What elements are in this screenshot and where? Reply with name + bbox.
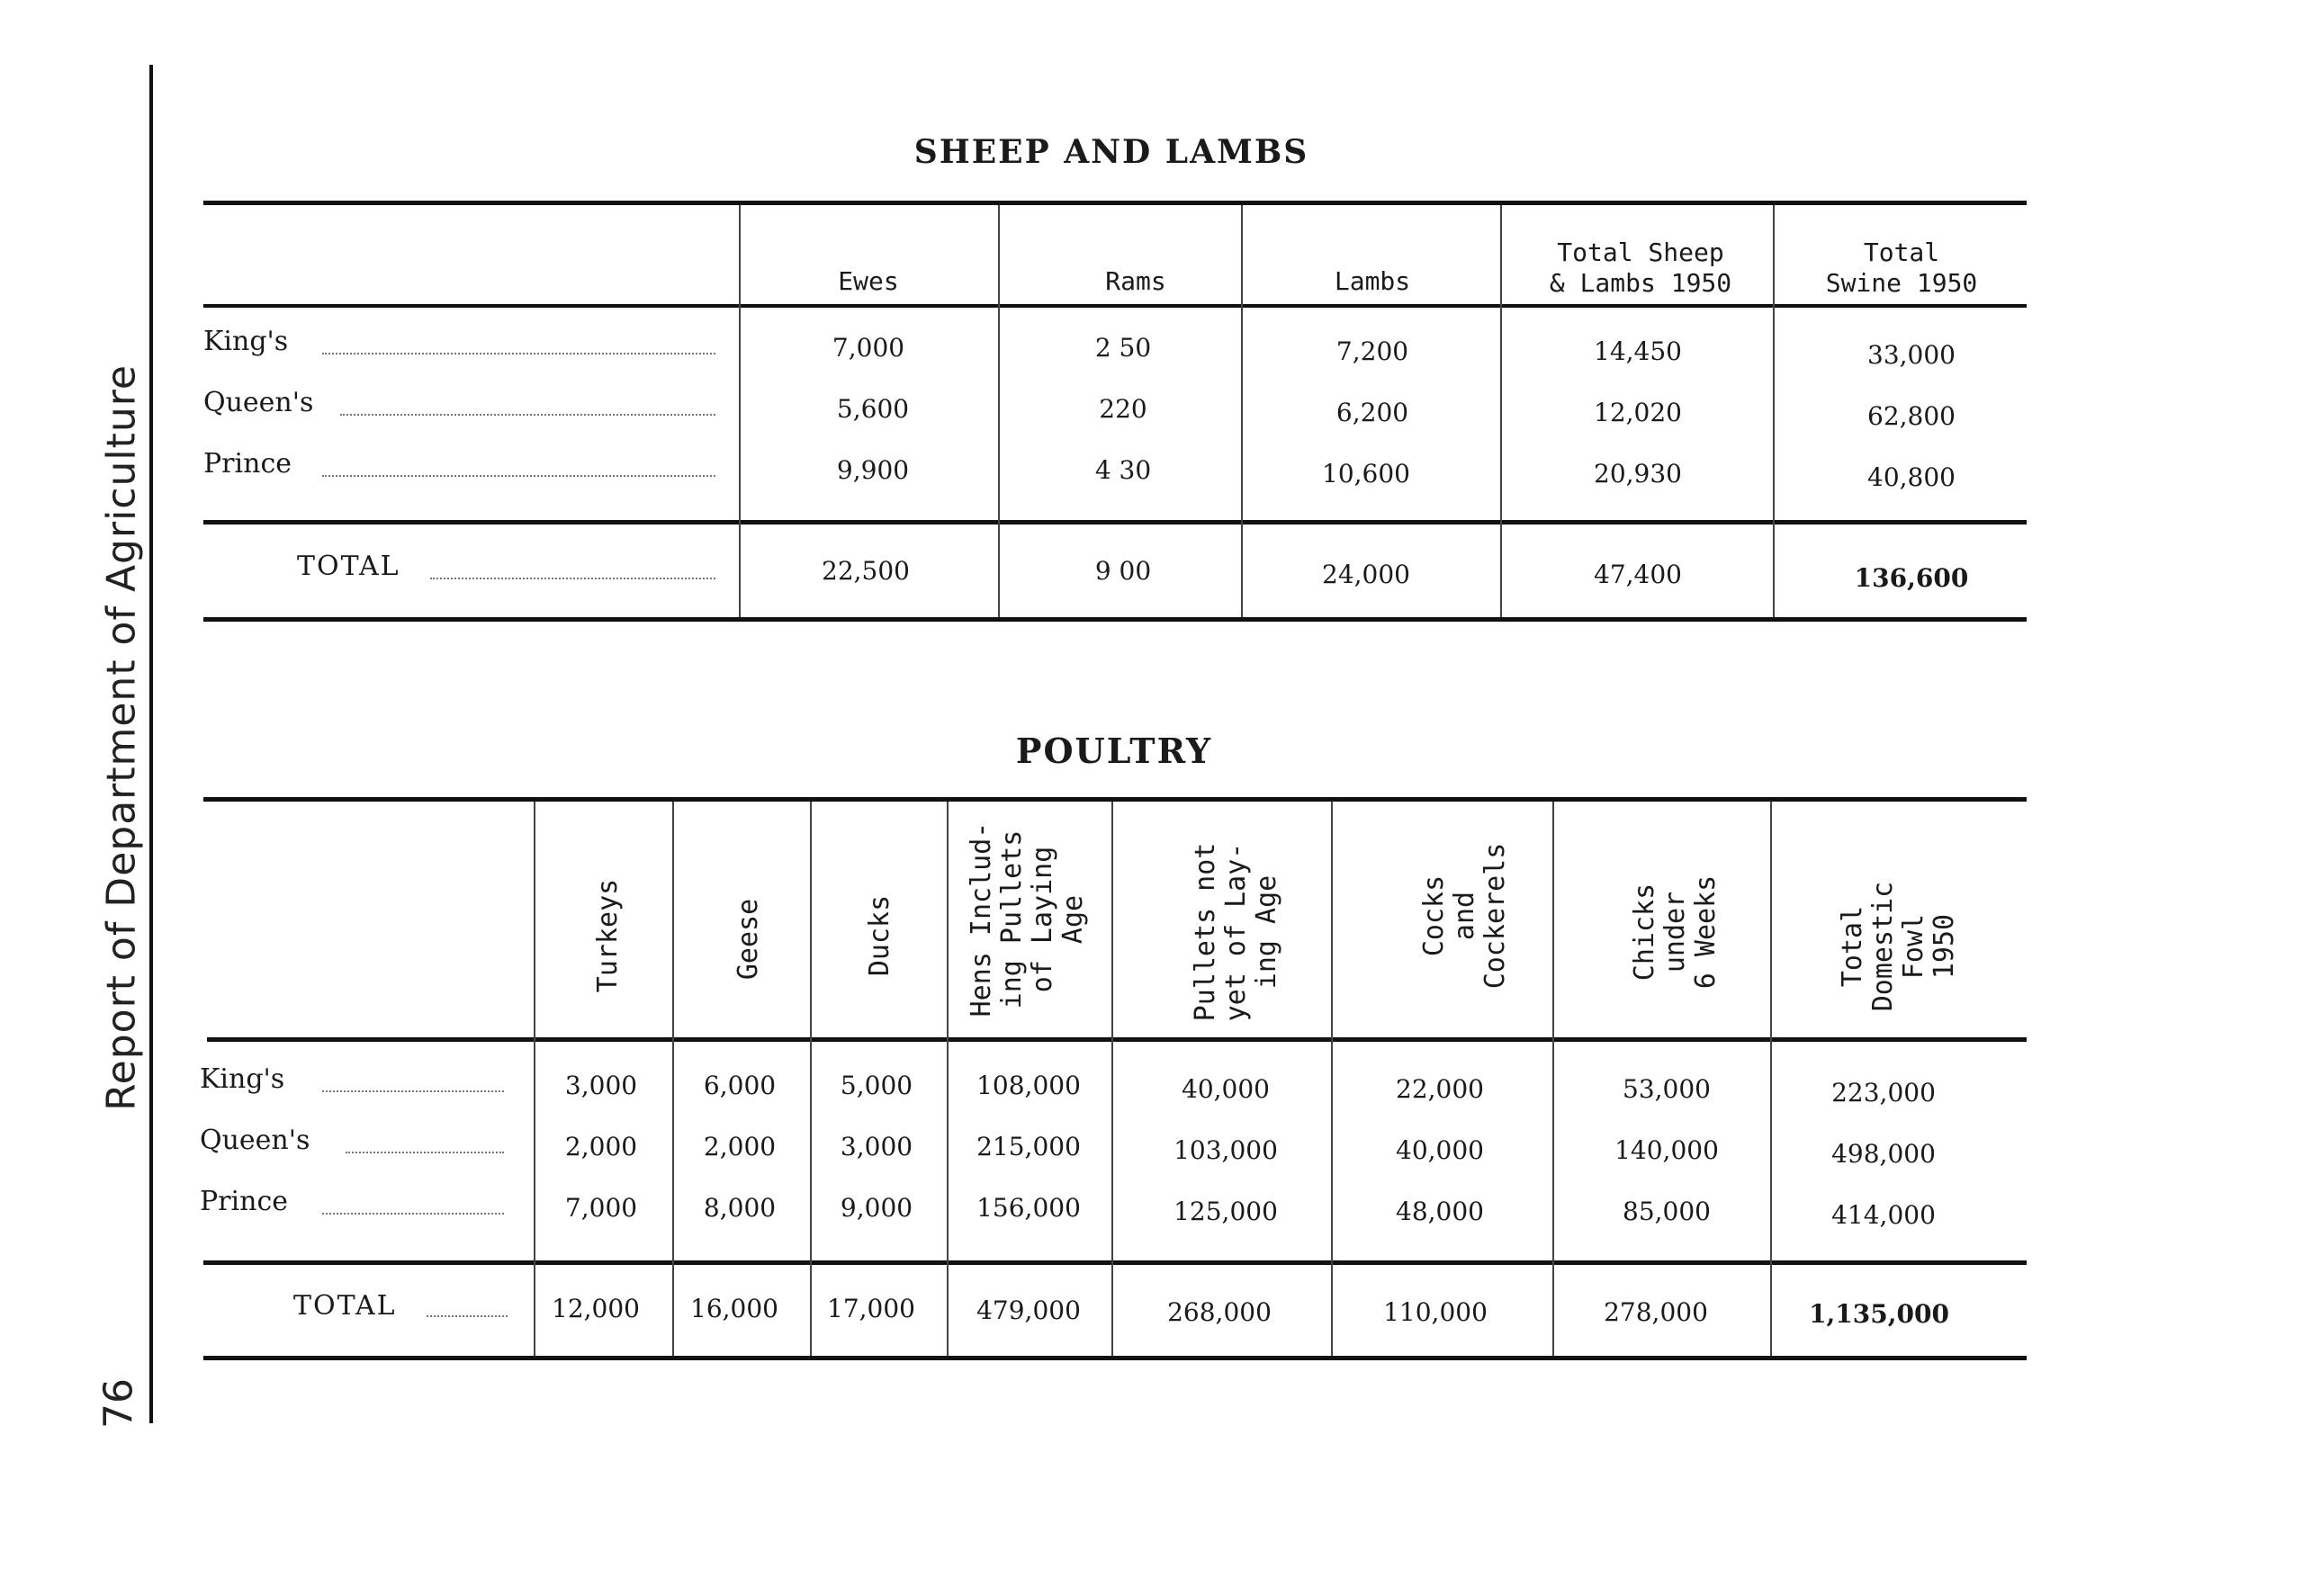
table-cell: 20,930 [1594, 459, 1682, 489]
total-label: TOTAL [297, 551, 400, 582]
total-cell: 278,000 [1604, 1297, 1708, 1327]
column-header: Total Swine 1950 [1825, 238, 1978, 298]
total-cell: 136,600 [1854, 563, 1969, 593]
column-header: Ewes [838, 266, 899, 296]
table-cell: 6,200 [1335, 398, 1409, 427]
table-cell: 140,000 [1614, 1135, 1719, 1165]
column-rule [1241, 205, 1243, 617]
column-rule [1331, 802, 1333, 1356]
total-cell: 268,000 [1167, 1297, 1272, 1327]
column-rule [739, 205, 741, 617]
table-cell: 498,000 [1831, 1139, 1936, 1169]
total-cell: 22,500 [822, 556, 910, 586]
table-cell: 108,000 [976, 1071, 1081, 1100]
table-cell: 223,000 [1831, 1078, 1936, 1107]
table-cell: 85,000 [1623, 1197, 1711, 1226]
table-rule [203, 304, 2027, 308]
leader-dots [322, 475, 715, 477]
table-cell: 12,020 [1594, 398, 1682, 427]
column-rule [1773, 205, 1775, 617]
running-header-text: Report of Department of Agriculture [98, 364, 145, 1111]
leader-dots [322, 353, 715, 354]
table-cell: 215,000 [976, 1132, 1081, 1161]
table-cell: 220 [1099, 394, 1147, 424]
total-cell: 12,000 [552, 1294, 640, 1323]
total-label: TOTAL [293, 1290, 397, 1322]
table-cell: 2,000 [564, 1132, 638, 1161]
row-label: Queen's [200, 1125, 310, 1156]
total-cell: 47,400 [1594, 560, 1682, 589]
table-cell: 7,200 [1335, 336, 1409, 366]
table-cell: 9,000 [840, 1193, 913, 1223]
total-cell: 110,000 [1383, 1297, 1488, 1327]
table-cell: 40,000 [1182, 1074, 1270, 1104]
table-rule [203, 520, 2027, 525]
total-cell: 9 00 [1094, 556, 1152, 586]
column-rule [810, 802, 812, 1356]
table-cell: 40,800 [1867, 462, 1956, 492]
table-cell: 22,000 [1396, 1074, 1484, 1104]
column-header: Rams [1105, 266, 1166, 296]
leader-dots [322, 1213, 504, 1215]
leader-dots [427, 1315, 508, 1317]
table-cell: 7,000 [832, 333, 905, 363]
table-rule [203, 797, 2027, 802]
table-cell: 156,000 [976, 1193, 1081, 1223]
table-cell: 125,000 [1173, 1197, 1278, 1226]
table-cell: 103,000 [1173, 1135, 1278, 1165]
table-rule [203, 617, 2027, 622]
row-label: Prince [203, 448, 292, 480]
column-rule [1500, 205, 1502, 617]
row-label: King's [200, 1063, 285, 1095]
total-cell: 16,000 [690, 1294, 778, 1323]
column-rule [534, 802, 535, 1356]
table-rule [203, 201, 2027, 205]
row-label: King's [203, 326, 289, 357]
leader-dots [346, 1152, 504, 1153]
table-cell: 10,600 [1322, 459, 1410, 489]
table-cell: 7,000 [564, 1193, 638, 1223]
table-cell: 3,000 [840, 1132, 913, 1161]
table-rule [203, 1356, 2027, 1360]
table-cell: 2 50 [1094, 333, 1152, 363]
column-header: Lambs [1334, 266, 1411, 296]
total-cell: 1,135,000 [1809, 1299, 1949, 1329]
table-cell: 5,000 [840, 1071, 913, 1100]
table-cell: 40,000 [1396, 1135, 1484, 1165]
table-rule [207, 1037, 2027, 1042]
table-cell: 414,000 [1831, 1200, 1936, 1230]
total-cell: 479,000 [976, 1296, 1081, 1325]
column-rule [998, 205, 1000, 617]
table-cell: 5,600 [836, 394, 910, 424]
leader-dots [340, 414, 715, 416]
leader-dots [322, 1090, 504, 1092]
column-rule [1111, 802, 1113, 1356]
column-rule [672, 802, 674, 1356]
column-rule [1770, 802, 1772, 1356]
table-cell: 62,800 [1867, 401, 1956, 431]
column-header: Total Sheep & Lambs 1950 [1549, 238, 1732, 298]
table-cell: 3,000 [564, 1071, 638, 1100]
row-label: Prince [200, 1186, 288, 1217]
column-rule [1552, 802, 1554, 1356]
row-label: Queen's [203, 387, 314, 418]
table-cell: 53,000 [1623, 1074, 1711, 1104]
table-cell: 48,000 [1396, 1197, 1484, 1226]
table-cell: 9,900 [836, 455, 910, 485]
side-vertical-rule [149, 65, 153, 1423]
total-cell: 17,000 [827, 1294, 915, 1323]
table-cell: 6,000 [703, 1071, 777, 1100]
table-cell: 33,000 [1867, 340, 1956, 370]
table-rule [203, 1260, 2027, 1265]
total-cell: 24,000 [1322, 560, 1410, 589]
table-cell: 14,450 [1594, 336, 1682, 366]
leader-dots [430, 578, 715, 579]
column-rule [947, 802, 949, 1356]
page-number-text: 76 [95, 1378, 142, 1429]
table-cell: 4 30 [1094, 455, 1152, 485]
table-cell: 8,000 [703, 1193, 777, 1223]
table-cell: 2,000 [703, 1132, 777, 1161]
